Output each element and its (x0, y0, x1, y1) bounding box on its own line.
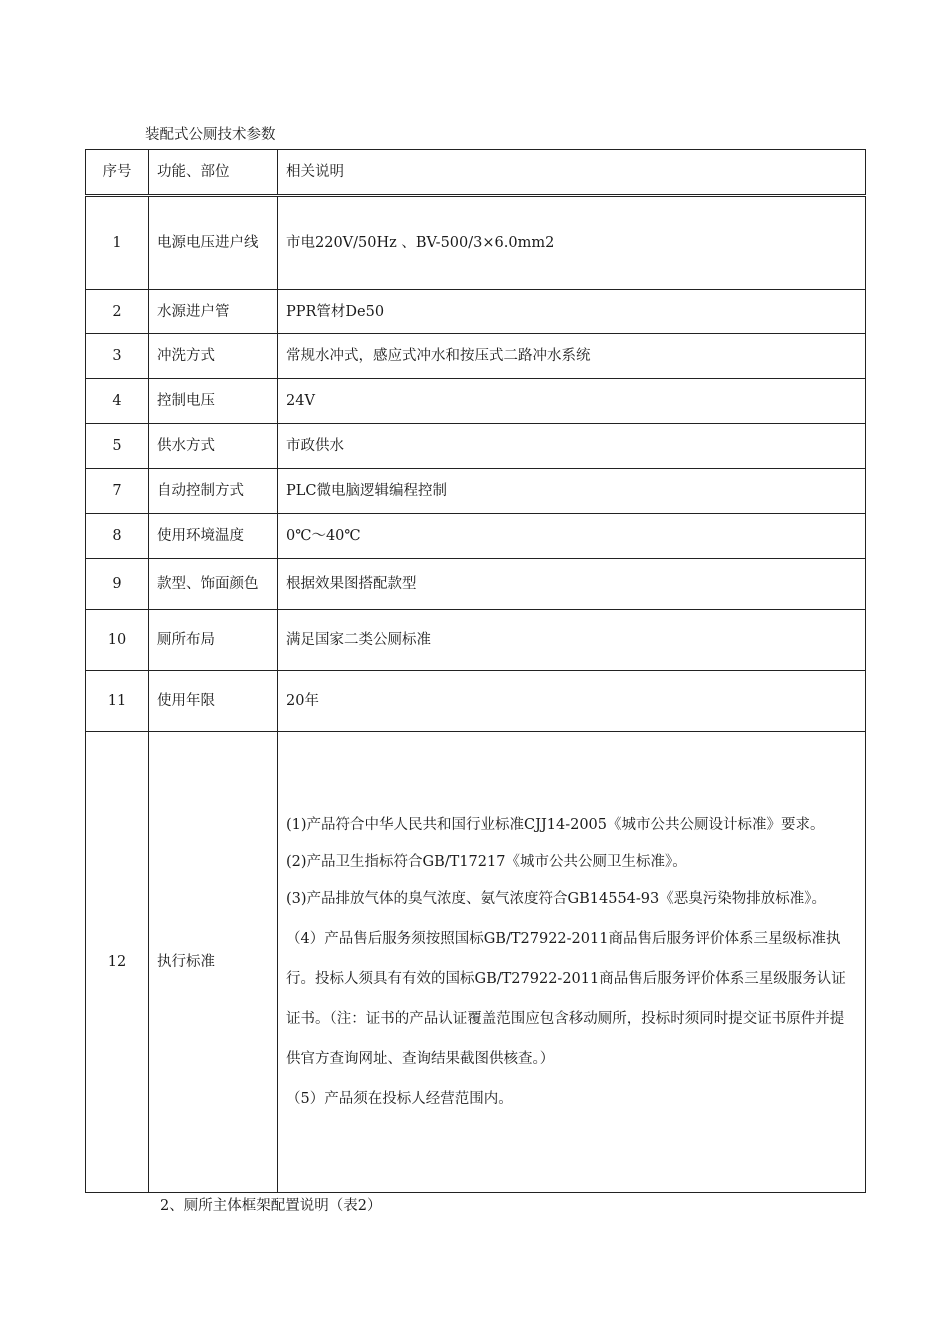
table-row (86, 379, 866, 424)
row-func: 厕所布局 (149, 610, 278, 671)
table-row (86, 196, 866, 290)
spec-table (85, 149, 866, 1193)
row-no: 12 (86, 732, 149, 1193)
row-no: 10 (86, 610, 149, 671)
table-row (86, 732, 866, 1193)
table-row (86, 610, 866, 671)
section-heading-table2: 2、厕所主体框架配置说明（表2） (160, 1198, 382, 1214)
row-func: 使用环境温度 (149, 514, 278, 559)
row-func: 执行标准 (149, 732, 278, 1193)
table-row (86, 514, 866, 559)
table-row (86, 334, 866, 379)
row-no: 3 (86, 334, 149, 379)
row-no: 7 (86, 469, 149, 514)
row-func: 电源电压进户线 (149, 196, 278, 290)
row-no: 2 (86, 290, 149, 334)
row-desc: 根据效果图搭配款型 (278, 559, 866, 610)
row-func: 自动控制方式 (149, 469, 278, 514)
standards-cell (278, 732, 866, 1193)
standard-item: (3)产品排放气体的臭气浓度、氨气浓度符合GB14554-93《恶臭污染物排放标准》。 (286, 891, 827, 907)
row-desc: 满足国家二类公厕标准 (278, 610, 866, 671)
row-func: 控制电压 (149, 379, 278, 424)
table-row (86, 424, 866, 469)
header-no: 序号 (86, 150, 149, 196)
row-desc: PPR管材De50 (278, 290, 866, 334)
row-desc: 市电220V/50Hz 、BV-500/3×6.0mm2 (278, 196, 866, 290)
row-desc: 20年 (278, 671, 866, 732)
row-func: 使用年限 (149, 671, 278, 732)
table-row (86, 469, 866, 514)
row-desc: 常规水冲式，感应式冲水和按压式二路冲水系统 (278, 334, 866, 379)
table-row (86, 559, 866, 610)
row-no: 5 (86, 424, 149, 469)
standard-item: （5）产品须在投标人经营范围内。 (286, 1091, 513, 1107)
standard-item: (2)产品卫生指标符合GB/T17217《城市公共公厕卫生标准》。 (286, 854, 687, 870)
row-no: 9 (86, 559, 149, 610)
row-func: 水源进户管 (149, 290, 278, 334)
row-desc: 市政供水 (278, 424, 866, 469)
table-row (86, 671, 866, 732)
standard-item: (1)产品符合中华人民共和国行业标准CJJ14-2005《城市公共公厕设计标准》要求。 (286, 817, 825, 833)
row-func: 冲洗方式 (149, 334, 278, 379)
header-func: 功能、部位 (149, 150, 278, 196)
header-desc: 相关说明 (278, 150, 866, 196)
row-desc: 24V (278, 379, 866, 424)
row-desc: 0℃～40℃ (278, 514, 866, 559)
row-no: 1 (86, 196, 149, 290)
row-no: 8 (86, 514, 149, 559)
row-func: 款型、饰面颜色 (149, 559, 278, 610)
table-header-row (86, 150, 866, 196)
row-desc: PLC微电脑逻辑编程控制 (278, 469, 866, 514)
row-no: 4 (86, 379, 149, 424)
row-no: 11 (86, 671, 149, 732)
standard-item: （4）产品售后服务须按照国标GB/T27922-2011商品售后服务评价体系三星级标准执行。投标人须具有有效的国标GB/T27922-2011商品售后服务评价体系三星级服务认证证书。（注：证书的产品认证覆盖范围应包含移动厕所，投标时须同时提交证书原件并提供官方查询网址、查询结果截图供核查。） (286, 931, 846, 1067)
table-caption: 装配式公厕技术参数 (145, 127, 276, 143)
table-row (86, 290, 866, 334)
row-func: 供水方式 (149, 424, 278, 469)
